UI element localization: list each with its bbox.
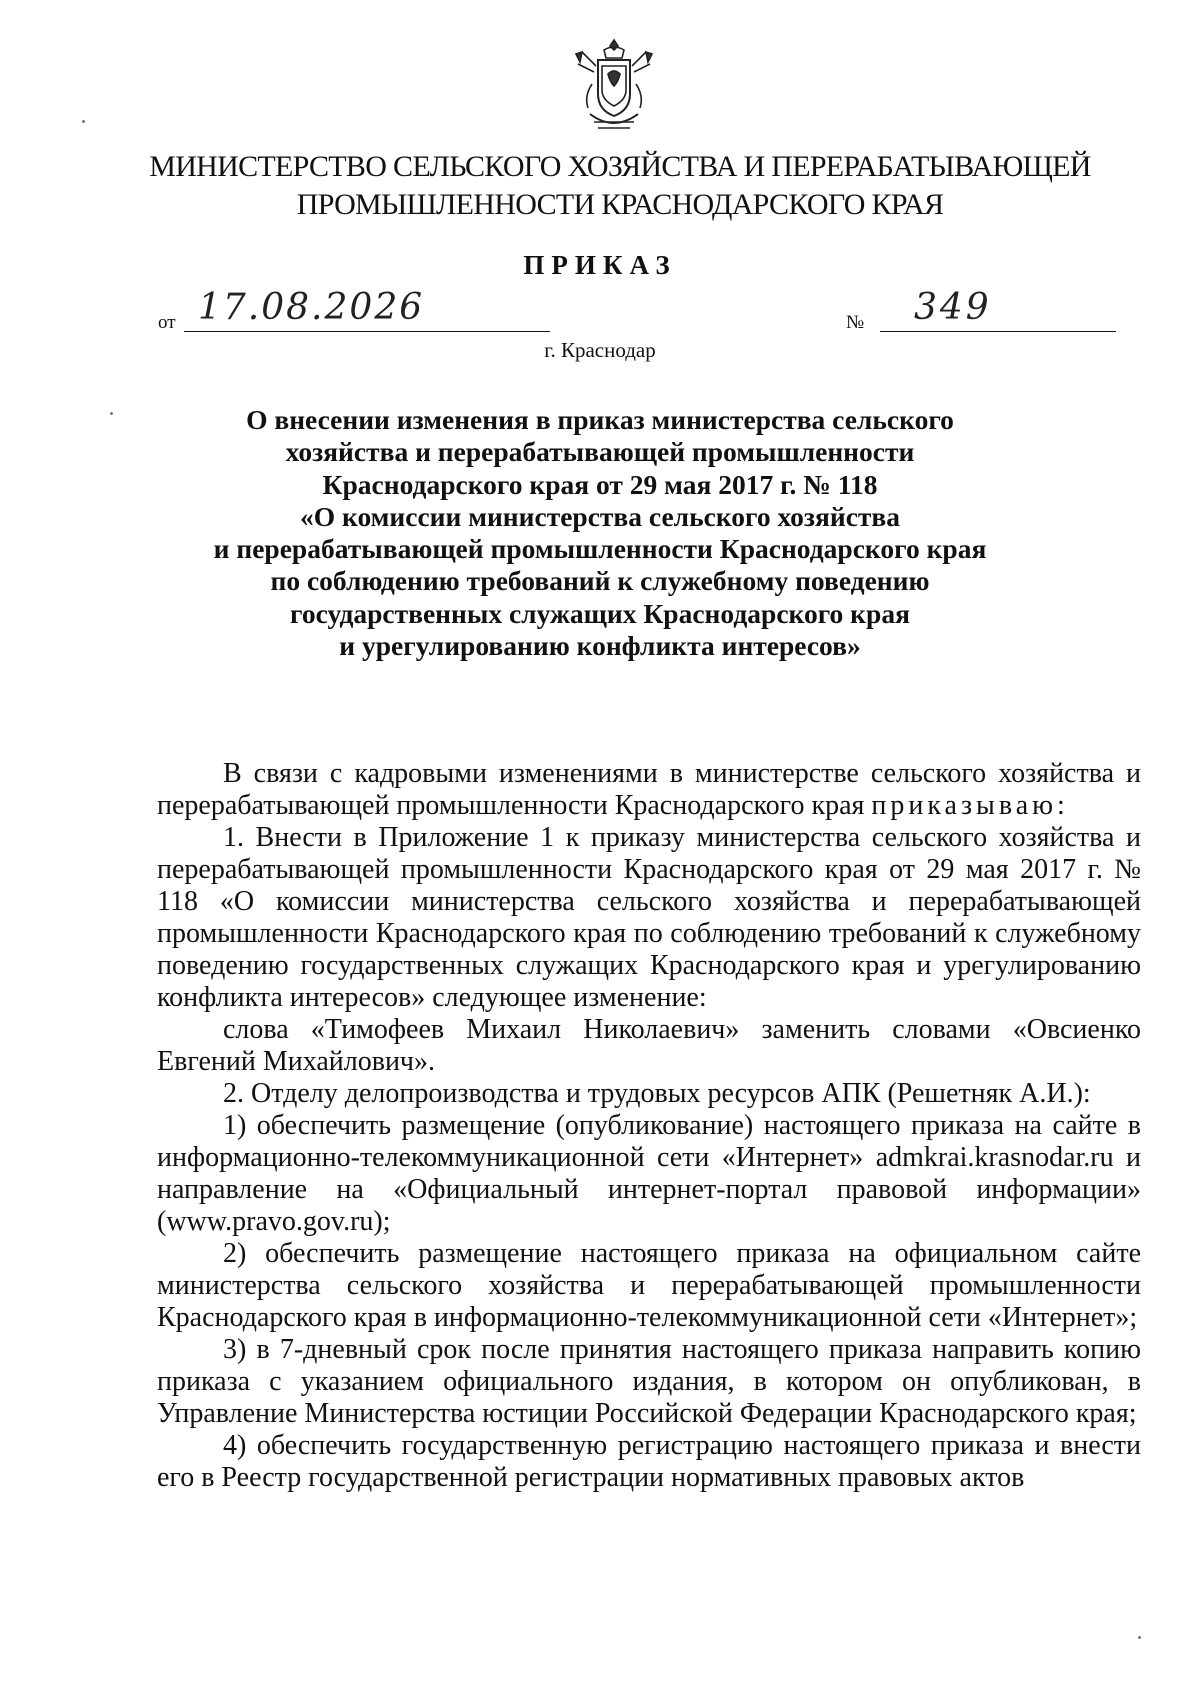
ministry-name — [100, 148, 1140, 224]
scan-speck — [82, 120, 85, 123]
scan-speck — [110, 412, 113, 415]
subject-line-3: Краснодарского края от 29 мая 2017 г. № 118 — [322, 468, 878, 500]
order-date-handwritten: 17.08.2026 — [184, 286, 550, 332]
body-paragraph-preamble — [157, 758, 1141, 822]
order-body — [157, 758, 1141, 1494]
order-subject — [170, 404, 1030, 662]
subject-line-8: и урегулированию конфликта интересов» — [339, 630, 861, 662]
city-label: г. Краснодар — [544, 338, 656, 362]
ministry-name-line-1: МИНИСТЕРСТВО СЕЛЬСКОГО ХОЗЯЙСТВА И ПЕРЕРАБАТЫВАЮЩЕЙ — [149, 150, 1091, 183]
order-number-handwritten: 349 — [880, 286, 1116, 332]
scan-speck — [1138, 1636, 1141, 1639]
subject-line-5: и перерабатывающей промышленности Краснодарского края — [213, 533, 987, 565]
body-paragraph-1: 1. Внести в Приложение 1 к приказу министерства сельского хозяйства и перерабатывающей промышленности Краснодарского края от 29 мая 2017 г. № 118 «О комиссии министерства сельского хозяйства и перерабатывающей промышленности Краснодарского края по соблюдению требований к служебному поведению государственных служащих Краснодарского края и урегулированию конфликта интересов» следующее изменение: — [157, 822, 1141, 1013]
document-type-heading: ПРИКАЗ — [523, 250, 677, 280]
subject-line-1: О внесении изменения в приказ министерства сельского — [246, 404, 954, 435]
coat-of-arms-emblem — [572, 36, 656, 136]
ministry-name-line-2: ПРОМЫШЛЕННОСТИ КРАСНОДАРСКОГО КРАЯ — [296, 188, 944, 221]
date-prefix: от — [158, 312, 176, 333]
body-paragraph-2-4: 4) обеспечить государственную регистрацию настоящего приказа и внести его в Реестр государственной регистрации нормативных правовых актов — [157, 1430, 1141, 1493]
subject-line-6: по соблюдению требований к служебному поведению — [270, 565, 930, 597]
body-paragraph-2-2: 2) обеспечить размещение настоящего приказа на официальном сайте министерства сельского хозяйства и перерабатывающей промышленности Краснодарского края в информационно-телекоммуникационной сети «Интернет»; — [157, 1238, 1141, 1333]
subject-line-4: «О комиссии министерства сельского хозяйства — [299, 500, 901, 532]
body-paragraph-2-3: 3) в 7-дневный срок после принятия настоящего приказа направить копию приказа с указанием официального издания, в котором он опубликован, в Управление Министерства юстиции Российской Федерации Краснодарского края; — [157, 1334, 1141, 1429]
subject-line-7: государственных служащих Краснодарского края — [290, 597, 910, 629]
preamble-text: В связи с кадровыми изменениями в министерстве сельского хозяйства и перерабатывающей промышленности Краснодарского края — [157, 758, 1141, 821]
body-paragraph-2: 2. Отделу делопроизводства и трудовых ресурсов АПК (Решетняк А.И.): — [223, 1078, 1091, 1109]
body-paragraph-2-1: 1) обеспечить размещение (опубликование) настоящего приказа на сайте в информационно-телекоммуникационной сети «Интернет» admkrai.krasnodar.ru и направление на «Официальный интернет-портал правовой информации» (www.pravo.gov.ru); — [157, 1110, 1141, 1237]
number-prefix: № — [846, 312, 865, 333]
body-paragraph-replacement: слова «Тимофеев Михаил Николаевич» заменить словами «Овсиенко Евгений Михайлович». — [157, 1014, 1141, 1077]
subject-line-2: хозяйства и перерабатывающей промышленности — [285, 436, 915, 468]
command-word: приказываю: — [871, 790, 1069, 821]
